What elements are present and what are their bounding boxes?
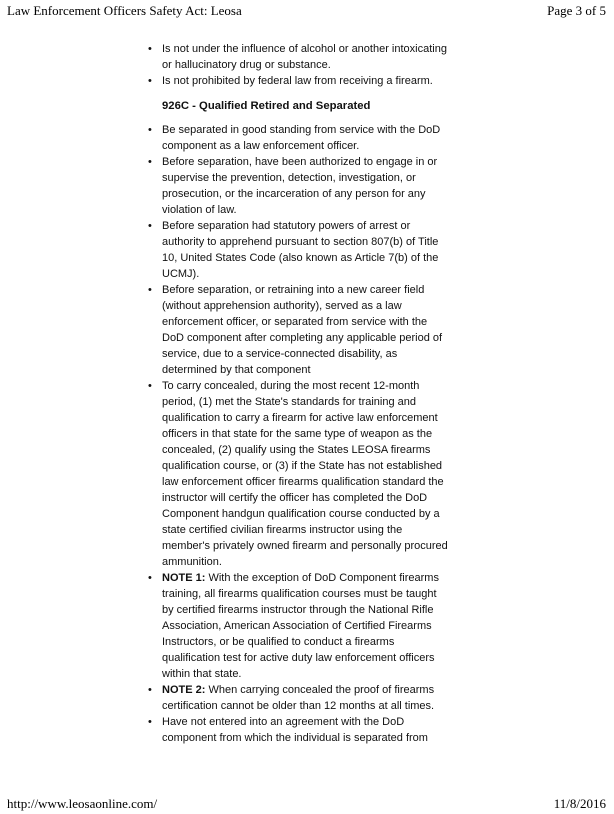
item-line: concealed, (2) qualify using the States LEOSA firearms	[162, 444, 431, 456]
bullet-icon: •	[148, 572, 152, 584]
bullet-icon: •	[148, 684, 152, 696]
section-heading: 926C - Qualified Retired and Separated	[162, 100, 371, 112]
list-item	[148, 73, 458, 89]
item-text: With the exception of DoD Component firearms	[205, 572, 439, 584]
item-line: law enforcement officer firearms qualification standard the	[162, 476, 444, 488]
item-line: Before separation had statutory powers of arrest or	[162, 220, 411, 232]
item-line: Is not prohibited by federal law from receiving a firearm.	[162, 75, 433, 87]
item-line: 10, United States Code (also known as Article 7(b) of the	[162, 252, 439, 264]
bullet-icon: •	[148, 380, 152, 392]
bullet-icon: •	[148, 124, 152, 136]
item-line: qualification course, or (3) if the State has not established	[162, 460, 443, 472]
item-line	[162, 682, 458, 698]
list-item	[148, 378, 458, 570]
item-line: training, all firearms qualification courses must be taught	[162, 588, 437, 600]
bullet-icon: •	[148, 284, 152, 296]
item-line: Before separation, have been authorized to engage in or	[162, 156, 438, 168]
footer-date: 11/8/2016	[553, 796, 606, 811]
item-line: period, (1) met the State's standards for training and	[162, 396, 417, 408]
item-line: Be separated in good standing from service with the DoD	[162, 124, 441, 136]
bullet-icon: •	[148, 220, 152, 232]
page-number: Page 3 of 5	[547, 3, 606, 18]
item-line: component as a law enforcement officer.	[162, 140, 360, 152]
item-line: UCMJ).	[162, 268, 200, 280]
item-line: To carry concealed, during the most recent 12-month	[162, 380, 420, 392]
list-item	[148, 714, 458, 746]
item-line: Component handgun qualification course conducted by a	[162, 508, 440, 520]
list-item	[148, 218, 458, 282]
item-line: state certified civilian firearms instructor using the	[162, 524, 403, 536]
bullet-icon: •	[148, 75, 152, 87]
bullet-list	[148, 41, 458, 89]
item-line: Association, American Association of Certified Firearms	[162, 620, 432, 632]
item-line: determined by that component	[162, 364, 311, 376]
item-line: service, due to a service-connected disability, as	[162, 348, 398, 360]
item-line	[162, 570, 458, 586]
item-line: qualification test for active duty law enforcement officers	[162, 652, 435, 664]
item-line: instructor will certify the officer has completed the DoD	[162, 492, 428, 504]
bullet-icon: •	[148, 43, 152, 55]
item-line: qualification to carry a firearm for active law enforcement	[162, 412, 438, 424]
item-line: ammunition.	[162, 556, 222, 568]
item-line: within that state.	[162, 668, 242, 680]
item-line: Instructors, or be qualified to conduct a firearms	[162, 636, 395, 648]
item-line: supervise the prevention, detection, investigation, or	[162, 172, 416, 184]
footer-url: http://www.leosaonline.com/	[7, 796, 158, 811]
bullet-icon: •	[148, 716, 152, 728]
item-line: by certified firearms instructor through the National Rifle	[162, 604, 434, 616]
item-line: or hallucinatory drug or substance.	[162, 59, 331, 71]
list-item	[148, 282, 458, 378]
item-line: Before separation, or retraining into a new career field	[162, 284, 425, 296]
list-item	[148, 122, 458, 154]
item-line: Have not entered into an agreement with the DoD	[162, 716, 405, 728]
item-line: prosecution, or the incarceration of any person for any	[162, 188, 426, 200]
bullet-icon: •	[148, 156, 152, 168]
item-line: violation of law.	[162, 204, 237, 216]
list-item	[148, 41, 458, 73]
list-item	[148, 682, 458, 714]
page-header-title: Law Enforcement Officers Safety Act: Leosa	[7, 3, 242, 18]
item-line: Is not under the influence of alcohol or another intoxicating	[162, 43, 447, 55]
list-item	[148, 570, 458, 682]
list-item	[148, 154, 458, 218]
item-line: authority to apprehend pursuant to section 807(b) of Title	[162, 236, 439, 248]
document-body	[148, 41, 458, 746]
item-line: DoD component after completing any applicable period of	[162, 332, 443, 344]
item-line: (without apprehension authority), served as a law	[162, 300, 402, 312]
note-label: NOTE 1:	[162, 572, 206, 584]
item-line: member's privately owned firearm and personally procured	[162, 540, 448, 552]
note-label: NOTE 2:	[162, 684, 206, 696]
item-line: certification cannot be older than 12 months at all times.	[162, 700, 435, 712]
item-line: component from which the individual is separated from	[162, 732, 428, 744]
bullet-list	[148, 122, 458, 746]
item-line: officers in that state for the same type of weapon as the	[162, 428, 433, 440]
item-line: enforcement officer, or separated from service with the	[162, 316, 428, 328]
item-text: When carrying concealed the proof of firearms	[205, 684, 435, 696]
